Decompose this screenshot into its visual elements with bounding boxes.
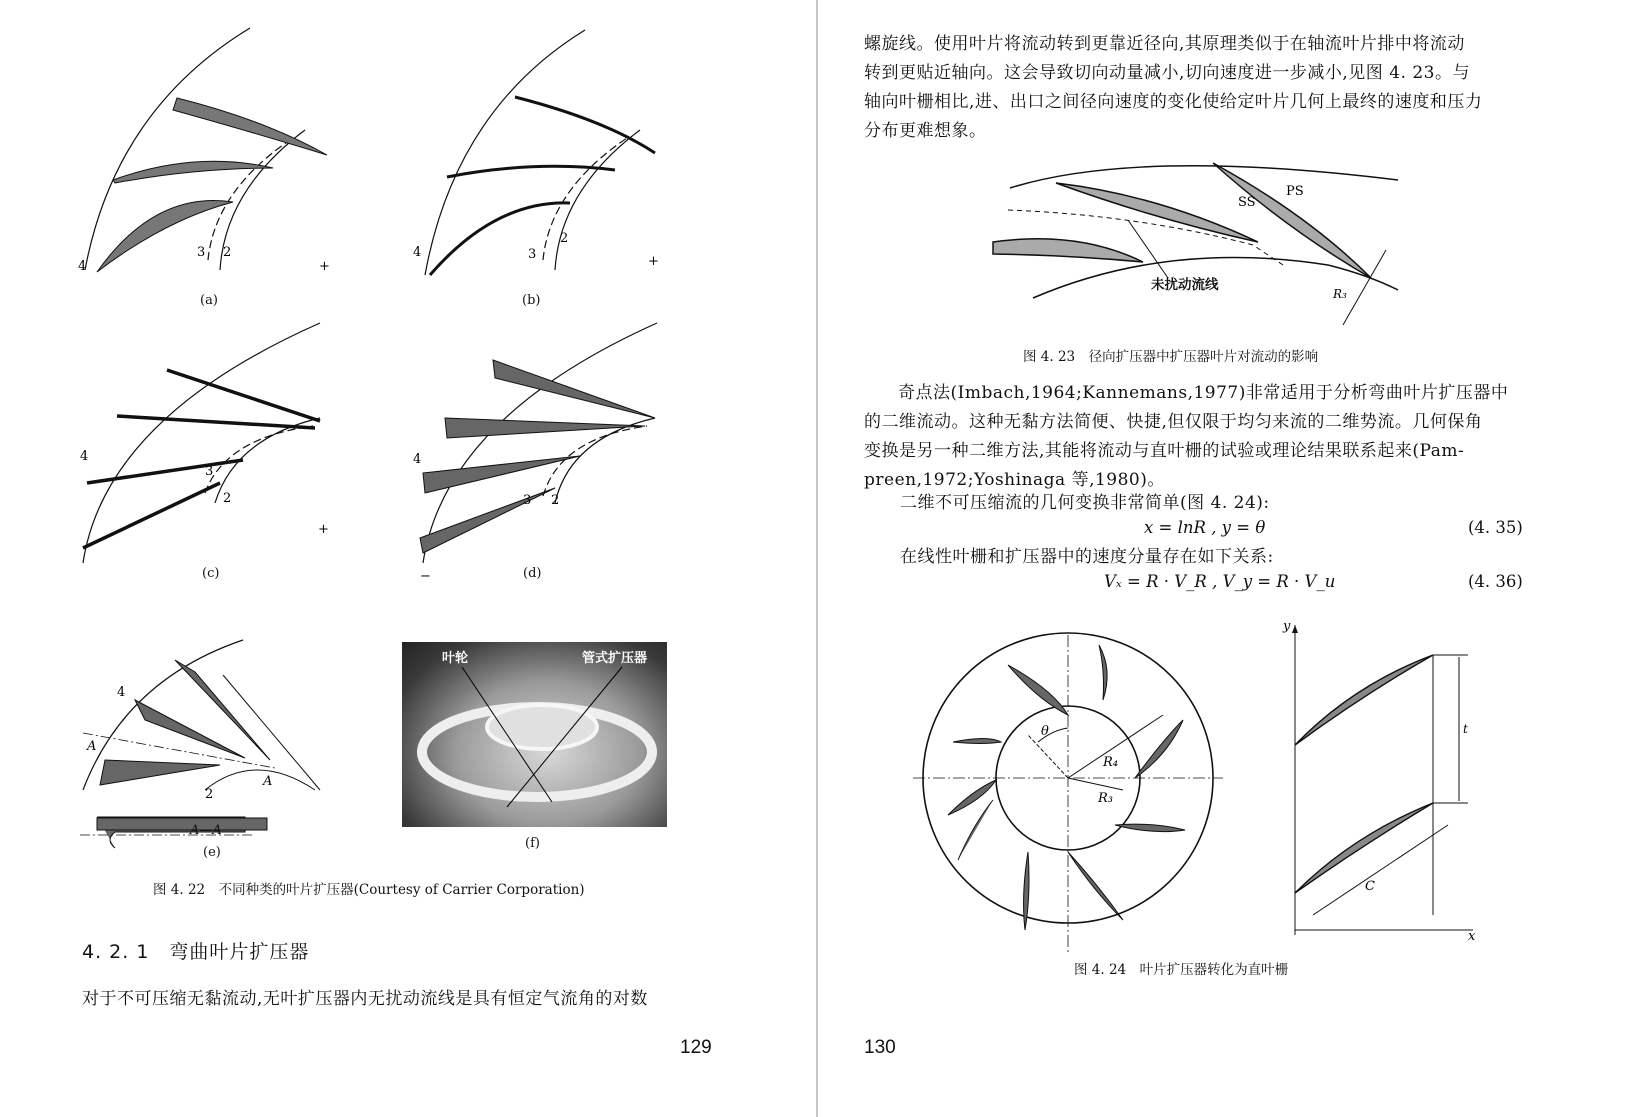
equation-4-35-number: (4. 35) bbox=[1468, 518, 1523, 537]
svg-text:R₄: R₄ bbox=[1103, 755, 1118, 770]
text-line: 变换是另一种二维方法,其能将流动与直叶栅的试验或理论结果联系起来(Pam- bbox=[864, 441, 1465, 461]
intro-paragraph bbox=[864, 30, 1534, 146]
svg-text:+: + bbox=[648, 254, 659, 269]
subfigure-label-e: (e) bbox=[203, 845, 221, 860]
svg-text:2: 2 bbox=[560, 231, 569, 246]
svg-text:θ: θ bbox=[1041, 724, 1049, 739]
section-heading: 4. 2. 1 弯曲叶片扩压器 bbox=[82, 941, 310, 963]
svg-text:y: y bbox=[1283, 619, 1291, 634]
figure-4-22a-drawing bbox=[75, 20, 345, 280]
svg-text:2: 2 bbox=[551, 493, 560, 508]
svg-text:3: 3 bbox=[205, 464, 214, 479]
figure-4-22e-drawing bbox=[75, 600, 340, 840]
svg-text:4: 4 bbox=[413, 452, 422, 467]
svg-text:SS: SS bbox=[1238, 195, 1256, 210]
figure-4-22d-drawing bbox=[405, 318, 675, 584]
page-number-left: 129 bbox=[680, 1037, 712, 1058]
svg-text:4: 4 bbox=[80, 449, 89, 464]
svg-text:3: 3 bbox=[523, 493, 532, 508]
tube-diffuser-photo bbox=[402, 642, 667, 827]
figure-4-22-caption: 图 4. 22 不同种类的叶片扩压器(Courtesy of Carrier Corporation) bbox=[153, 882, 585, 898]
svg-text:A: A bbox=[263, 774, 273, 789]
paragraph-singularity-method bbox=[864, 379, 1534, 495]
svg-text:R₃: R₃ bbox=[1333, 287, 1347, 301]
text-line: 分布更难想象。 bbox=[864, 121, 987, 141]
svg-text:4: 4 bbox=[117, 685, 126, 700]
svg-text:3: 3 bbox=[197, 245, 206, 260]
body-text-line: 对于不可压缩无黏流动,无叶扩压器内无扰动流线是具有恒定气流角的对数 bbox=[82, 989, 648, 1009]
svg-text:R₃: R₃ bbox=[1098, 791, 1113, 806]
subfigure-label-f: (f) bbox=[525, 836, 540, 851]
subfigure-label-a: (a) bbox=[200, 293, 218, 308]
right-page bbox=[818, 0, 1639, 1117]
text-line: 轴向叶栅相比,进、出口之间径向速度的变化使给定叶片几何上最终的速度和压力 bbox=[864, 92, 1483, 112]
subfigure-label-d: (d) bbox=[523, 566, 542, 581]
svg-text:4: 4 bbox=[78, 259, 87, 274]
subfigure-label-b: (b) bbox=[522, 293, 541, 308]
left-page bbox=[0, 0, 816, 1117]
svg-text:A: A bbox=[87, 739, 97, 754]
undisturbed-streamline-label: 未扰动流线 bbox=[1151, 277, 1219, 293]
figure-4-22b-drawing bbox=[405, 20, 675, 280]
figure-4-24-vaned-diffuser bbox=[913, 630, 1253, 960]
text-line: 螺旋线。使用叶片将流动转到更靠近径向,其原理类似于在轴流叶片排中将流动 bbox=[864, 34, 1465, 54]
page-number-right: 130 bbox=[864, 1037, 896, 1058]
svg-text:PS: PS bbox=[1286, 184, 1304, 199]
text-line: 奇点法(Imbach,1964;Kannemans,1977)非常适用于分析弯曲叶片扩压器中 bbox=[898, 383, 1509, 403]
equation-4-36: Vₓ = R · V_R , V_y = R · V_u bbox=[1104, 572, 1336, 591]
text-line: 转到更贴近轴向。这会导致切向动量减小,切向速度进一步减小,见图 4. 23。与 bbox=[864, 63, 1470, 83]
svg-text:4: 4 bbox=[413, 245, 422, 260]
svg-text:2: 2 bbox=[205, 787, 214, 802]
svg-text:+: + bbox=[318, 522, 329, 537]
figure-4-24-linear-cascade bbox=[1273, 615, 1483, 945]
svg-text:−: − bbox=[420, 569, 431, 584]
section-label-a-a: A—A bbox=[190, 823, 222, 838]
svg-text:+: + bbox=[319, 259, 330, 274]
equation-4-35: x = lnR , y = θ bbox=[1144, 518, 1266, 537]
figure-4-23-drawing bbox=[988, 150, 1418, 330]
svg-text:2: 2 bbox=[223, 245, 232, 260]
svg-text:2: 2 bbox=[223, 491, 232, 506]
svg-text:C: C bbox=[1365, 879, 1375, 894]
figure-4-24-caption: 图 4. 24 叶片扩压器转化为直叶栅 bbox=[1074, 962, 1289, 978]
tube-diffuser-label: 管式扩压器 bbox=[582, 651, 648, 666]
text-line: preen,1972;Yoshinaga 等,1980)。 bbox=[864, 470, 1165, 490]
impeller-label: 叶轮 bbox=[442, 651, 469, 666]
paragraph-transform: 二维不可压缩流的几何变换非常简单(图 4. 24): bbox=[900, 493, 1270, 513]
text-line: 的二维流动。这种无黏方法简便、快捷,但仅限于均匀来流的二维势流。几何保角 bbox=[864, 412, 1483, 432]
figure-4-22c-drawing bbox=[75, 318, 345, 568]
subfigure-label-c: (c) bbox=[202, 566, 220, 581]
svg-text:3: 3 bbox=[528, 247, 537, 262]
figure-4-23-caption: 图 4. 23 径向扩压器中扩压器叶片对流动的影响 bbox=[1023, 349, 1319, 365]
equation-4-36-number: (4. 36) bbox=[1468, 572, 1523, 591]
svg-text:x: x bbox=[1468, 929, 1476, 944]
svg-text:t: t bbox=[1463, 722, 1468, 736]
paragraph-velocity: 在线性叶栅和扩压器中的速度分量存在如下关系: bbox=[900, 547, 1274, 567]
